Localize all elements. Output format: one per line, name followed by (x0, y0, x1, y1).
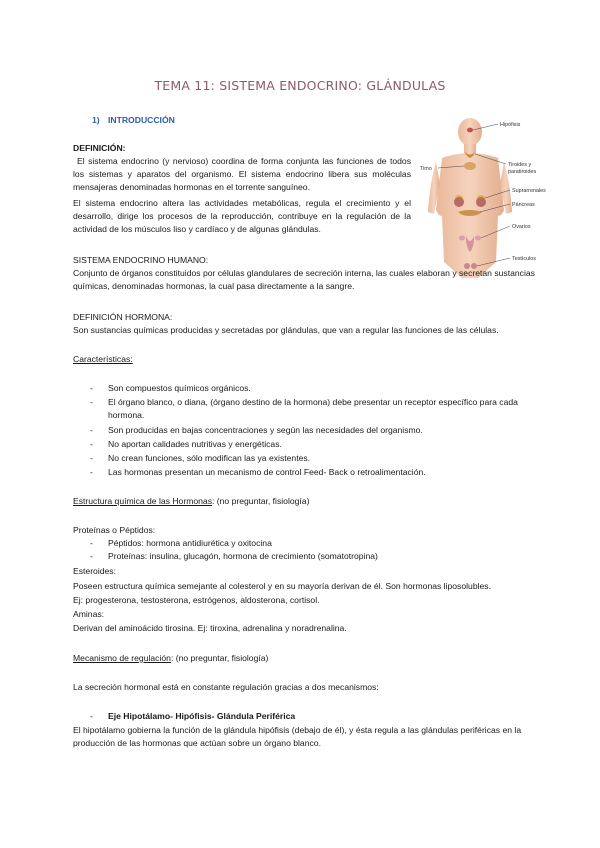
bullet-marker: - (90, 551, 93, 561)
humano-heading: SISTEMA ENDOCRINO HUMANO: (73, 255, 209, 265)
caracteristica-item: El órgano blanco, o diana, (órgano destino de la hormona) debe presentar un receptor específico para cada hormona. (108, 397, 518, 420)
bullet-marker: - (90, 397, 93, 407)
caracteristica-item: Las hormonas presentan un mecanismo de control Feed- Back o retroalimentación. (108, 467, 426, 477)
humano-text: Conjunto de órganos constituidos por células glandulares de secreción interna, las cuales elaboran y secretan sustancias químicas, denominadas hormonas, la cual pasa directamente a la sangre. (73, 268, 535, 291)
esteroides-text: Poseen estructura química semejante al colesterol y en su mayoría derivan de él. Son hormonas liposolubles. (73, 581, 491, 591)
definicion-heading: DEFINICIÓN: (73, 143, 126, 153)
bullet-marker: - (90, 439, 93, 449)
caracteristica-item: No aportan calidades nutritivas y energéticas. (108, 439, 282, 449)
mecanismo-heading-line (73, 652, 268, 664)
definicion-paragraph-1: El sistema endocrino (y nervioso) coordina de forma conjunta las funciones de todos los sistemas y aparatos del organismo. El sistema endocrino libera sus moléculas mensajeras denominadas hormonas en el torrente sanguíneo. (73, 156, 411, 192)
aminas-text: Derivan del aminoácido tirosina. Ej: tiroxina, adrenalina y noradrenalina. (73, 623, 347, 633)
label-ovarios: Ovarios (512, 224, 531, 230)
proteinas-heading: Proteínas o Péptidos: (73, 525, 156, 535)
esteroides-heading: Esteroides: (73, 566, 116, 576)
bullet-marker: - (90, 711, 93, 721)
label-suprarrenales: Suprarrenales (512, 188, 546, 194)
section-number: 1) (92, 115, 100, 125)
hormona-heading: DEFINICIÓN HORMONA: (73, 312, 173, 322)
page-title: TEMA 11: SISTEMA ENDOCRINO: GLÁNDULAS (154, 78, 446, 93)
proteinas-item: Proteínas: insulina, glucagón, hormona de crecimiento (somatotropina) (108, 551, 378, 561)
label-testiculos: Testículos (512, 256, 536, 262)
caracteristica-item: Son compuestos químicos orgánicos. (108, 383, 251, 393)
bullet-marker: - (90, 383, 93, 393)
proteinas-item: Péptidos: hormona antidiurética y oxitocina (108, 538, 272, 548)
bullet-marker: - (90, 453, 93, 463)
human-body-silhouette (428, 118, 512, 278)
caracteristicas-heading: Características: (73, 354, 133, 364)
label-hipofisis: Hipófisis (500, 122, 521, 128)
endocrine-system-figure (418, 112, 550, 278)
label-tiroides: Tiroides y (508, 162, 532, 168)
label-paratiroides: paratiroides (508, 169, 537, 175)
estructura-note: : (no preguntar, fisiología) (212, 496, 310, 506)
hormona-text: Son sustancias químicas producidas y secretadas por glándulas, que van a regular las funciones de las células. (73, 325, 499, 335)
mecanismo-heading: Mecanismo de regulación (73, 653, 171, 663)
bullet-marker: - (90, 425, 93, 435)
definicion-paragraph-2: El sistema endocrino altera las actividades metabólicas, regula el crecimiento y el desarrollo, dirige los procesos de la reproducción, contribuye en la regulación de la actividad de los músculos liso y cardíaco y de algunas glándulas. (73, 198, 411, 234)
mecanismo-text: El hipotálamo gobierna la función de la glándula hipófisis (debajo de él), y ésta regula a las glándulas periféricas en la producción de las hormonas que actúan sobre un órgano blanco. (73, 725, 522, 748)
mecanismo-note: : (no preguntar, fisiología) (170, 653, 269, 663)
esteroides-example: Ej: progesterona, testosterona, estrógenos, aldosterona, cortisol. (73, 595, 320, 605)
estructura-heading: Estructura química de las Hormonas (73, 496, 212, 506)
bullet-marker: - (90, 467, 93, 477)
eje-heading: Eje Hipotálamo- Hipófisis- Glándula Periférica (108, 711, 296, 721)
label-pancreas: Páncreas (512, 202, 535, 208)
caracteristica-item: No crean funciones, sólo modifican las ya existentes. (108, 453, 311, 463)
section-heading-introduccion: INTRODUCCIÓN (108, 115, 175, 125)
bullet-marker: - (90, 538, 93, 548)
estructura-heading-line (73, 495, 309, 507)
aminas-heading: Aminas: (73, 609, 105, 619)
caracteristica-item: Son producidas en bajas concentraciones y según las necesidades del organismo. (108, 425, 423, 435)
mecanismo-intro: La secreción hormonal está en constante regulación gracias a dos mecanismos: (73, 682, 379, 692)
label-timo: Timo (420, 166, 432, 172)
